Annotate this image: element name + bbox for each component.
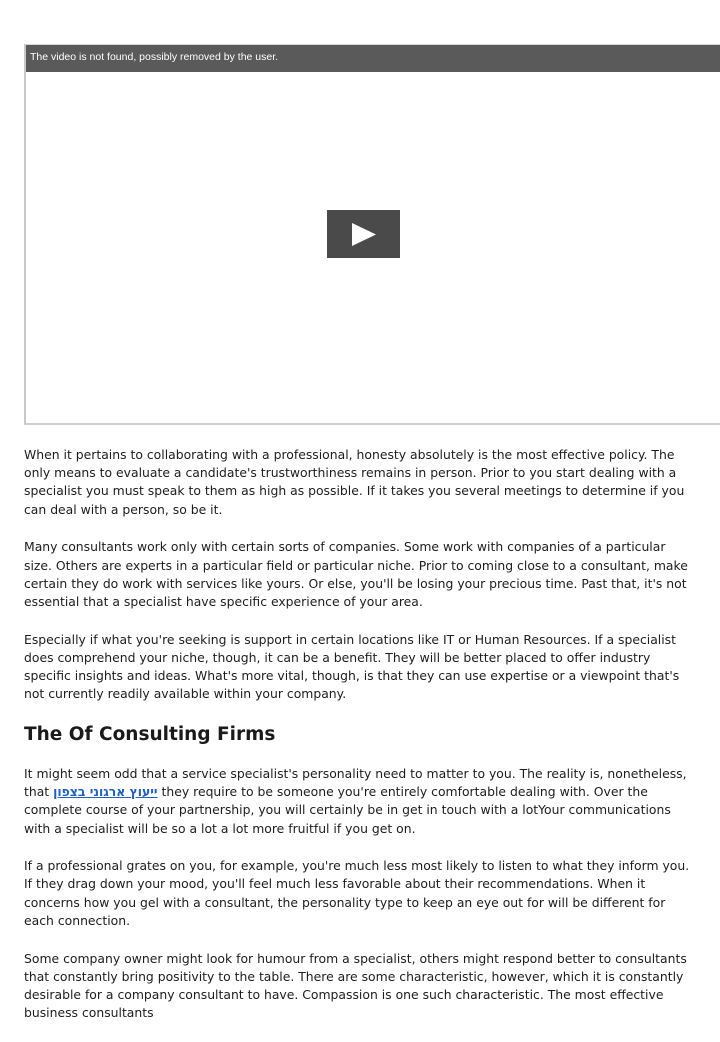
play-triangle-icon <box>327 210 400 258</box>
paragraph-text-after-link: they require to be someone you're entirely comfortable dealing with. Over the complete course of your partnership, you will certainly be in get in touch with a lotYour communications with a specialist will be so a lot a lot more fruitful if you get on. <box>24 784 671 836</box>
article-paragraph-with-link <box>24 765 696 838</box>
article-paragraph: When it pertains to collaborating with a professional, honesty absolutely is the most effective policy. The only means to evaluate a candidate's trustworthiness remains in person. Prior to you start dealing with a specialist you must speak to them as high as possible. If it takes you several meetings to determine if you can deal with a person, so be it. <box>24 447 685 517</box>
article-paragraph: Especially if what you're seeking is support in certain locations like IT or Human Resources. If a specialist does comprehend your niche, though, it can be a benefit. They will be better placed to offer industry specific insights and ideas. What's more vital, though, is that they can use expertise or a viewpoint that's not currently readily available within your company. <box>24 631 680 702</box>
article-paragraph: Many consultants work only with certain sorts of companies. Some work with companies of a particular size. Others are experts in a particular field or particular niche. Prior to coming close to a consultant, make certain they do work with services like yours. Or else, you'll be losing your precious time. Past that, it's not essential that a specialist have specific experience of your area. <box>24 539 688 609</box>
embedded-video-player[interactable] <box>24 44 720 425</box>
hebrew-consulting-link[interactable]: ייעוץ ארגוני בצפון <box>53 784 158 800</box>
section-heading: The Of Consulting Firms <box>24 723 276 745</box>
video-error-bar <box>26 45 720 72</box>
article-body <box>24 446 696 1042</box>
paragraph-text-before-link: It might seem odd that a service specialist's personality need to matter to you. The reality is, nonetheless, that <box>24 765 687 800</box>
article-paragraph: Some company owner might look for humour from a specialist, others might respond better to consultants that constantly bring positivity to the table. There are some characteristic, however, which it is constantly desirable for a company consultant to have. Compassion is one such characteristic. The most effective business consultants <box>24 950 687 1021</box>
article-paragraph: If a professional grates on you, for example, you're much less most likely to listen to what they inform you. If they drag down your mood, you'll feel much less favorable about their recommendations. When it concerns how you gel with a consultant, the personality type to keep an eye out for will be different for each connection. <box>24 858 690 928</box>
play-button[interactable] <box>327 210 400 258</box>
video-error-message: The video is not found, possibly removed by the user. <box>30 51 279 63</box>
